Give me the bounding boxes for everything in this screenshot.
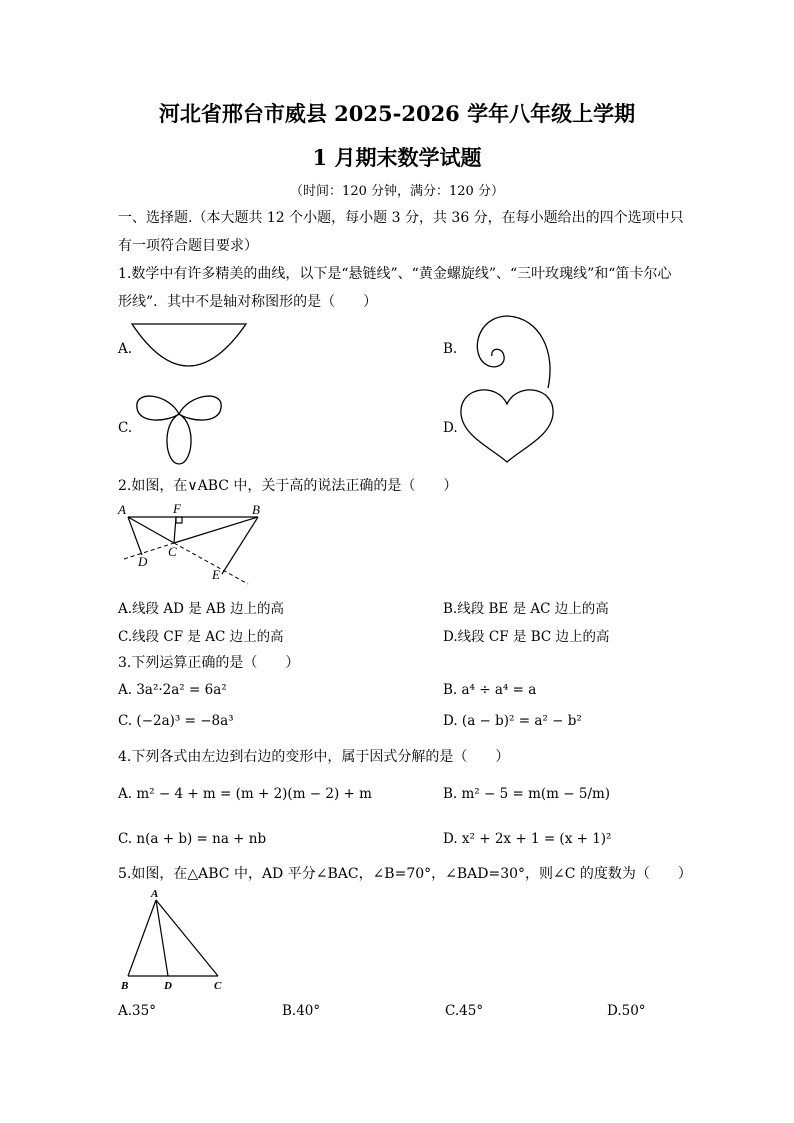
q5-triangle-figure bbox=[118, 888, 238, 994]
q3-option-a: A. 3a²·2a² = 6a² bbox=[118, 682, 227, 698]
q2-label-e: E bbox=[212, 567, 220, 582]
q1-stem-line2: 形线”．其中不是轴对称图形的是（ ） bbox=[118, 294, 378, 310]
q2-option-d: D.线段 CF 是 BC 边上的高 bbox=[443, 629, 610, 645]
q3-option-b: B. a⁴ ÷ a⁴ = a bbox=[443, 682, 537, 698]
q3-option-c: C. (−2a)³ = −8a³ bbox=[118, 713, 234, 729]
cardioid-heart-figure bbox=[457, 386, 557, 466]
section-heading-line1: 一、选择题.（本大题共 12 个小题，每小题 3 分，共 36 分，在每小题给出的四个选项中只 bbox=[118, 210, 684, 226]
q1-option-c-label: C. bbox=[118, 420, 133, 436]
q2-option-a: A.线段 AD 是 AB 边上的高 bbox=[118, 601, 284, 617]
q1-option-d-label: D. bbox=[443, 420, 458, 436]
page-subtitle: 1 月期末数学试题 bbox=[312, 145, 482, 170]
page-title: 河北省邢台市威县 2025-2026 学年八年级上学期 bbox=[158, 101, 636, 126]
q5-stem: 5.如图，在△ABC 中，AD 平分∠BAC，∠B=70°，∠BAD=30°，则∠C 的度数为（ ） bbox=[118, 866, 692, 882]
q1-option-a-label: A. bbox=[118, 341, 133, 357]
three-leaf-rose-figure bbox=[135, 380, 225, 466]
q2-stem: 2.如图，在∨ABC 中，关于高的说法正确的是（ ） bbox=[118, 478, 458, 494]
q5-label-a: A bbox=[151, 888, 159, 900]
q2-label-c: C bbox=[168, 544, 177, 559]
q2-label-b: B bbox=[252, 502, 260, 517]
q2-label-f: F bbox=[173, 501, 181, 516]
q5-label-b: B bbox=[121, 980, 129, 992]
q3-stem: 3.下列运算正确的是（ ） bbox=[118, 655, 300, 671]
q5-label-c: C bbox=[214, 980, 222, 992]
q5-option-b: B.40° bbox=[282, 1003, 321, 1019]
q2-label-a: A bbox=[118, 502, 126, 517]
q4-option-d: D. x² + 2x + 1 = (x + 1)² bbox=[443, 831, 612, 847]
q1-option-b-label: B. bbox=[443, 341, 458, 357]
golden-spiral-figure bbox=[470, 312, 560, 392]
exam-meta: （时间：120 分钟，满分：120 分） bbox=[290, 184, 504, 199]
q5-option-c: C.45° bbox=[445, 1003, 484, 1019]
q4-stem: 4.下列各式由左边到右边的变形中，属于因式分解的是（ ） bbox=[118, 749, 510, 765]
section-heading-line2: 有一项符合题目要求） bbox=[118, 238, 258, 254]
q5-option-a: A.35° bbox=[118, 1003, 156, 1019]
q2-option-b: B.线段 BE 是 AC 边上的高 bbox=[443, 601, 609, 617]
q2-option-c: C.线段 CF 是 AC 边上的高 bbox=[118, 629, 284, 645]
q4-option-b: B. m² − 5 = m(m − 5/m) bbox=[443, 786, 611, 802]
q4-option-a: A. m² − 4 + m = (m + 2)(m − 2) + m bbox=[118, 786, 372, 802]
q5-label-d: D bbox=[164, 980, 172, 992]
q1-stem-line1: 1.数学中有许多精美的曲线，以下是“悬链线”、“黄金螺旋线”、“三叶玫瑰线”和“笛卡尔心 bbox=[118, 266, 672, 282]
catenary-figure bbox=[130, 320, 250, 370]
q2-label-d: D bbox=[138, 554, 148, 569]
q2-triangle-figure bbox=[118, 500, 278, 588]
q5-option-d: D.50° bbox=[607, 1003, 646, 1019]
q3-option-d: D. (a − b)² = a² − b² bbox=[443, 713, 582, 729]
q4-option-c: C. n(a + b) = na + nb bbox=[118, 831, 267, 847]
